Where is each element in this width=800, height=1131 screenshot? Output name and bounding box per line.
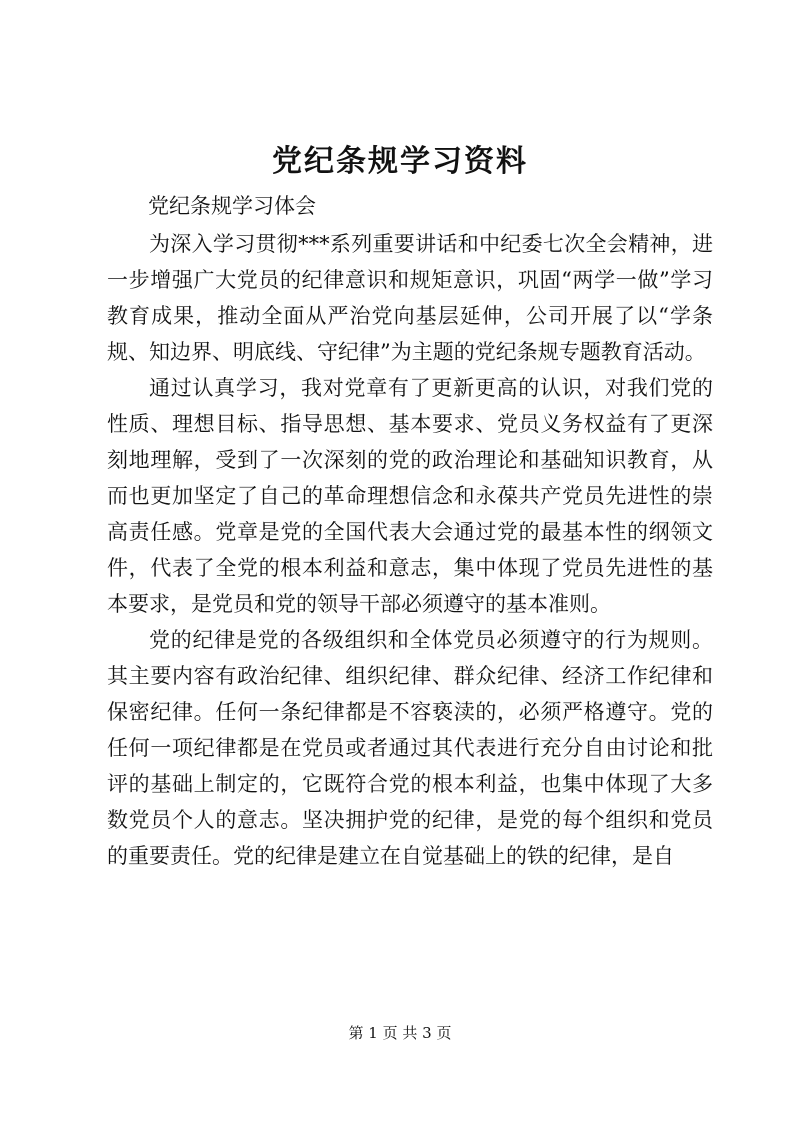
document-subtitle: 党纪条规学习体会: [148, 194, 316, 218]
paragraph-2: 通过认真学习，我对党章有了更新更高的认识，对我们党的性质、理想目标、指导思想、基本要求、党员义务权益有了更深刻地理解，受到了一次深刻的党的政治理论和基础知识教育，从而也更加坚定了自己的革命理想信念和永葆共产党员先进性的崇高责任感。党章是党的全国代表大会通过党的最基本性的纲领文件，代表了全党的根本利益和意志，集中体现了党员先进性的基本要求，是党员和党的领导干部必须遵守的基本准则。: [107, 376, 713, 616]
document-body: [107, 226, 713, 874]
paragraph-3: 党的纪律是党的各级组织和全体党员必须遵守的行为规则。其主要内容有政治纪律、组织纪律、群众纪律、经济工作纪律和保密纪律。任何一条纪律都是不容亵渎的，必须严格遵守。党的任何一项纪律都是在党员或者通过其代表进行充分自由讨论和批评的基础上制定的，它既符合党的根本利益，也集中体现了大多数党员个人的意志。坚决拥护党的纪律，是党的每个组织和党员的重要责任。党的纪律是建立在自觉基础上的铁的纪律，是自: [107, 628, 713, 868]
paragraph-1: 为深入学习贯彻***系列重要讲话和中纪委七次全会精神，进一步增强广大党员的纪律意识和规矩意识，巩固“两学一做”学习教育成果，推动全面从严治党向基层延伸，公司开展了以“学条规、知边界、明底线、守纪律”为主题的党纪条规专题教育活动。: [107, 232, 713, 364]
document-title: 党纪条规学习资料: [272, 144, 528, 179]
page-footer: 第 1 页 共 3 页: [348, 1024, 452, 1042]
